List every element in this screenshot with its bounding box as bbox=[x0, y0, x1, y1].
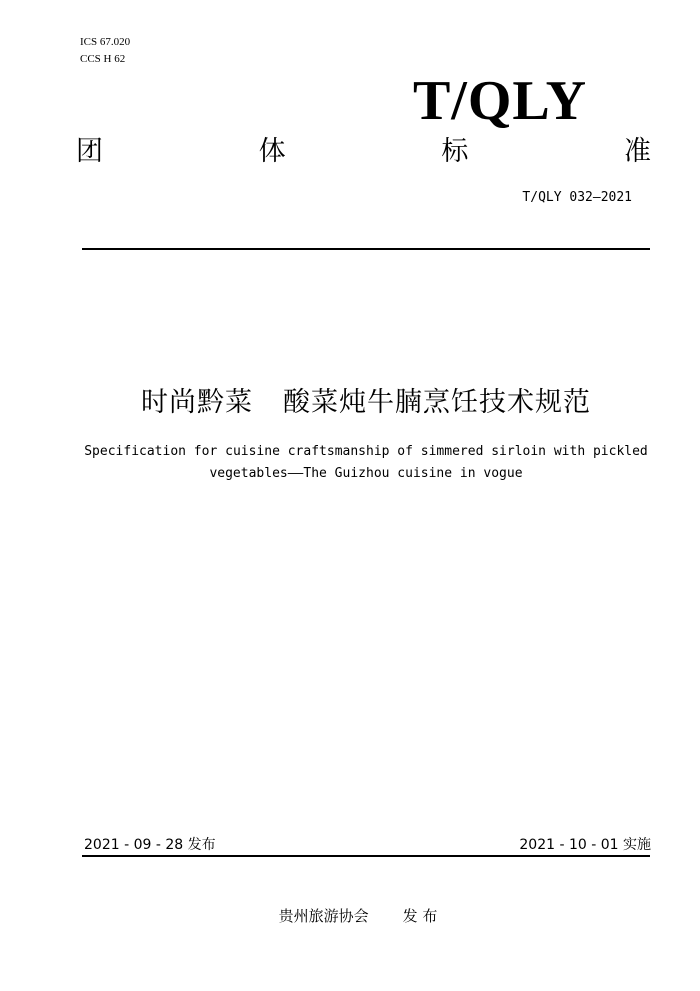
publish-label: 发 布 bbox=[402, 907, 438, 925]
implement-date: 2021 - 10 - 01 实施 bbox=[519, 837, 651, 853]
english-title-line: Specification for cuisine craftsmanship of simmered sirloin with pickled bbox=[84, 444, 648, 459]
publish-date: 2021 - 09 - 28 发布 bbox=[84, 837, 216, 853]
standard-type-char: 体 bbox=[258, 136, 286, 167]
chinese-title bbox=[0, 380, 700, 419]
publisher-name: 贵州旅游协会 bbox=[278, 907, 369, 925]
english-title-line: vegetables——The Guizhou cuisine in vogue bbox=[209, 466, 523, 481]
standard-number: T/QLY 032—2021 bbox=[522, 190, 632, 205]
top-divider bbox=[82, 248, 650, 250]
classification-codes bbox=[80, 34, 130, 68]
chinese-title-main: 酸菜炖牛腩烹饪技术规范 bbox=[283, 387, 591, 418]
standard-type-char: 准 bbox=[623, 136, 651, 167]
standard-type-char: 团 bbox=[76, 136, 103, 167]
ics-code: ICS 67.020 bbox=[80, 36, 131, 48]
standard-type-heading bbox=[76, 134, 651, 170]
bottom-divider bbox=[82, 855, 650, 857]
standard-logo: T/QLY bbox=[412, 70, 588, 132]
standard-type-char: 标 bbox=[441, 136, 469, 167]
publisher-line bbox=[0, 905, 700, 926]
chinese-title-series: 时尚黔菜 bbox=[141, 387, 253, 418]
ccs-code: CCS H 62 bbox=[80, 53, 126, 65]
english-title bbox=[80, 441, 652, 485]
